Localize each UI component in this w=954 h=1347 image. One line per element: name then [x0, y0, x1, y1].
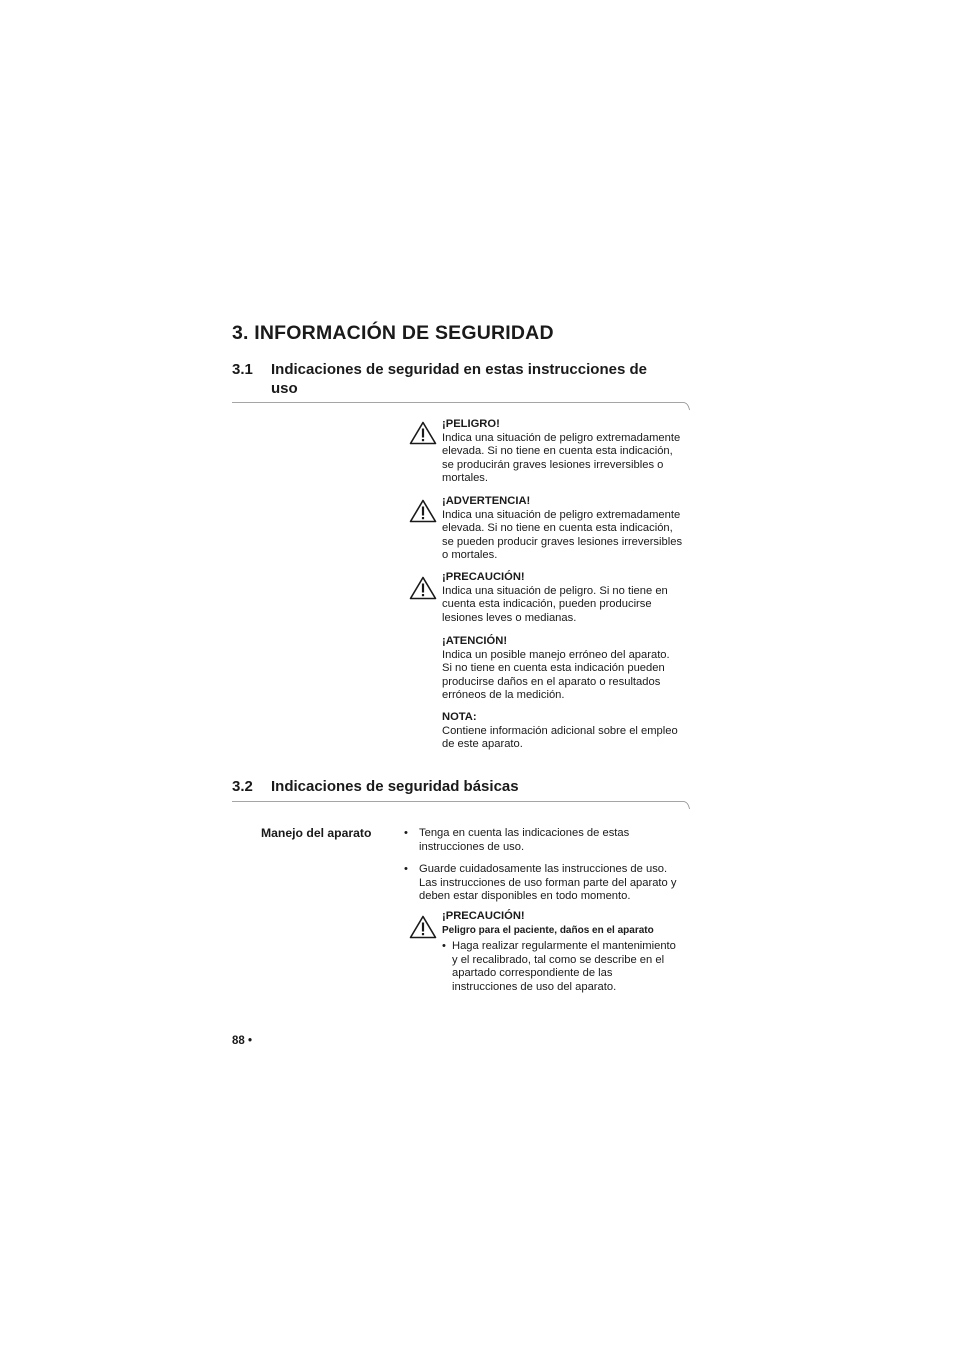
caution-subtitle: Peligro para el paciente, daños en el aparato: [442, 924, 654, 936]
section-title: Indicaciones de seguridad básicas: [271, 778, 519, 795]
section-number: 3.1: [232, 361, 253, 378]
notice-title: NOTA:: [442, 711, 477, 723]
list-item: [404, 827, 704, 857]
notice-text: Indica una situación de peligro extremadamente elevada. Si no tiene en cuenta esta indicación, se pueden producir graves lesiones irreversibles o mortales.: [442, 508, 683, 562]
notice-text: Contiene información adicional sobre el empleo de este aparato.: [442, 724, 678, 751]
section-rule: [232, 402, 690, 413]
section-rule: [232, 801, 690, 812]
notice-title: ¡ATENCIÓN!: [442, 635, 508, 647]
notice-title: ¡PRECAUCIÓN!: [442, 571, 525, 583]
warning-triangle-icon: [409, 576, 437, 600]
caution-title: ¡PRECAUCIÓN!: [442, 910, 525, 922]
list-item: [442, 940, 702, 996]
bullet-symbol: •: [404, 863, 408, 875]
warning-triangle-icon: [409, 915, 437, 939]
notice-text: Indica una situación de peligro extremadamente elevada. Si no tiene en cuenta esta indicación, se producirán graves lesiones irreversibles o mortales.: [442, 431, 681, 485]
notice-warning: [442, 495, 702, 563]
caution-item-text: Haga realizar regularmente el mantenimiento y el recalibrado, tal como se describe en el apartado correspondiente de las instrucciones de uso del aparato.: [452, 940, 676, 993]
notice-title: ¡PELIGRO!: [442, 418, 500, 430]
section-title-line2: uso: [271, 380, 298, 397]
bullet-text: Tenga en cuenta las indicaciones de estas instrucciones de uso.: [419, 827, 630, 853]
warning-triangle-icon: [409, 421, 437, 445]
section-title-line1: Indicaciones de seguridad en estas instrucciones de: [271, 361, 647, 378]
bullet-symbol: •: [442, 940, 446, 952]
notice-caution: [442, 571, 702, 625]
notice-danger: [442, 418, 702, 486]
notice-attention: [442, 635, 702, 703]
notice-title: ¡ADVERTENCIA!: [442, 495, 531, 507]
side-label: Manejo del aparato: [261, 826, 372, 840]
notice-text: Indica una situación de peligro. Si no tiene en cuenta esta indicación, pueden producirse lesiones leves o medianas.: [442, 584, 668, 624]
section-heading-3-1: [232, 360, 702, 400]
notice-text: Indica un posible manejo erróneo del aparato. Si no tiene en cuenta esta indicación pueden producirse daños en el aparato o resultados erróneos de la medición.: [442, 648, 670, 702]
list-item: [404, 863, 704, 907]
notice-note: [442, 711, 702, 752]
bullet-text: Guarde cuidadosamente las instrucciones de uso. Las instrucciones de uso forman parte del aparato y deben estar disponibles en todo momento.: [419, 863, 677, 903]
section-number: 3.2: [232, 778, 253, 795]
section-heading-3-2: [232, 777, 702, 797]
warning-triangle-icon: [409, 499, 437, 523]
page-number: 88 •: [232, 1035, 253, 1047]
bullet-symbol: •: [404, 827, 408, 839]
chapter-title: 3. INFORMACIÓN DE SEGURIDAD: [232, 322, 554, 344]
caution-block: [442, 910, 702, 938]
